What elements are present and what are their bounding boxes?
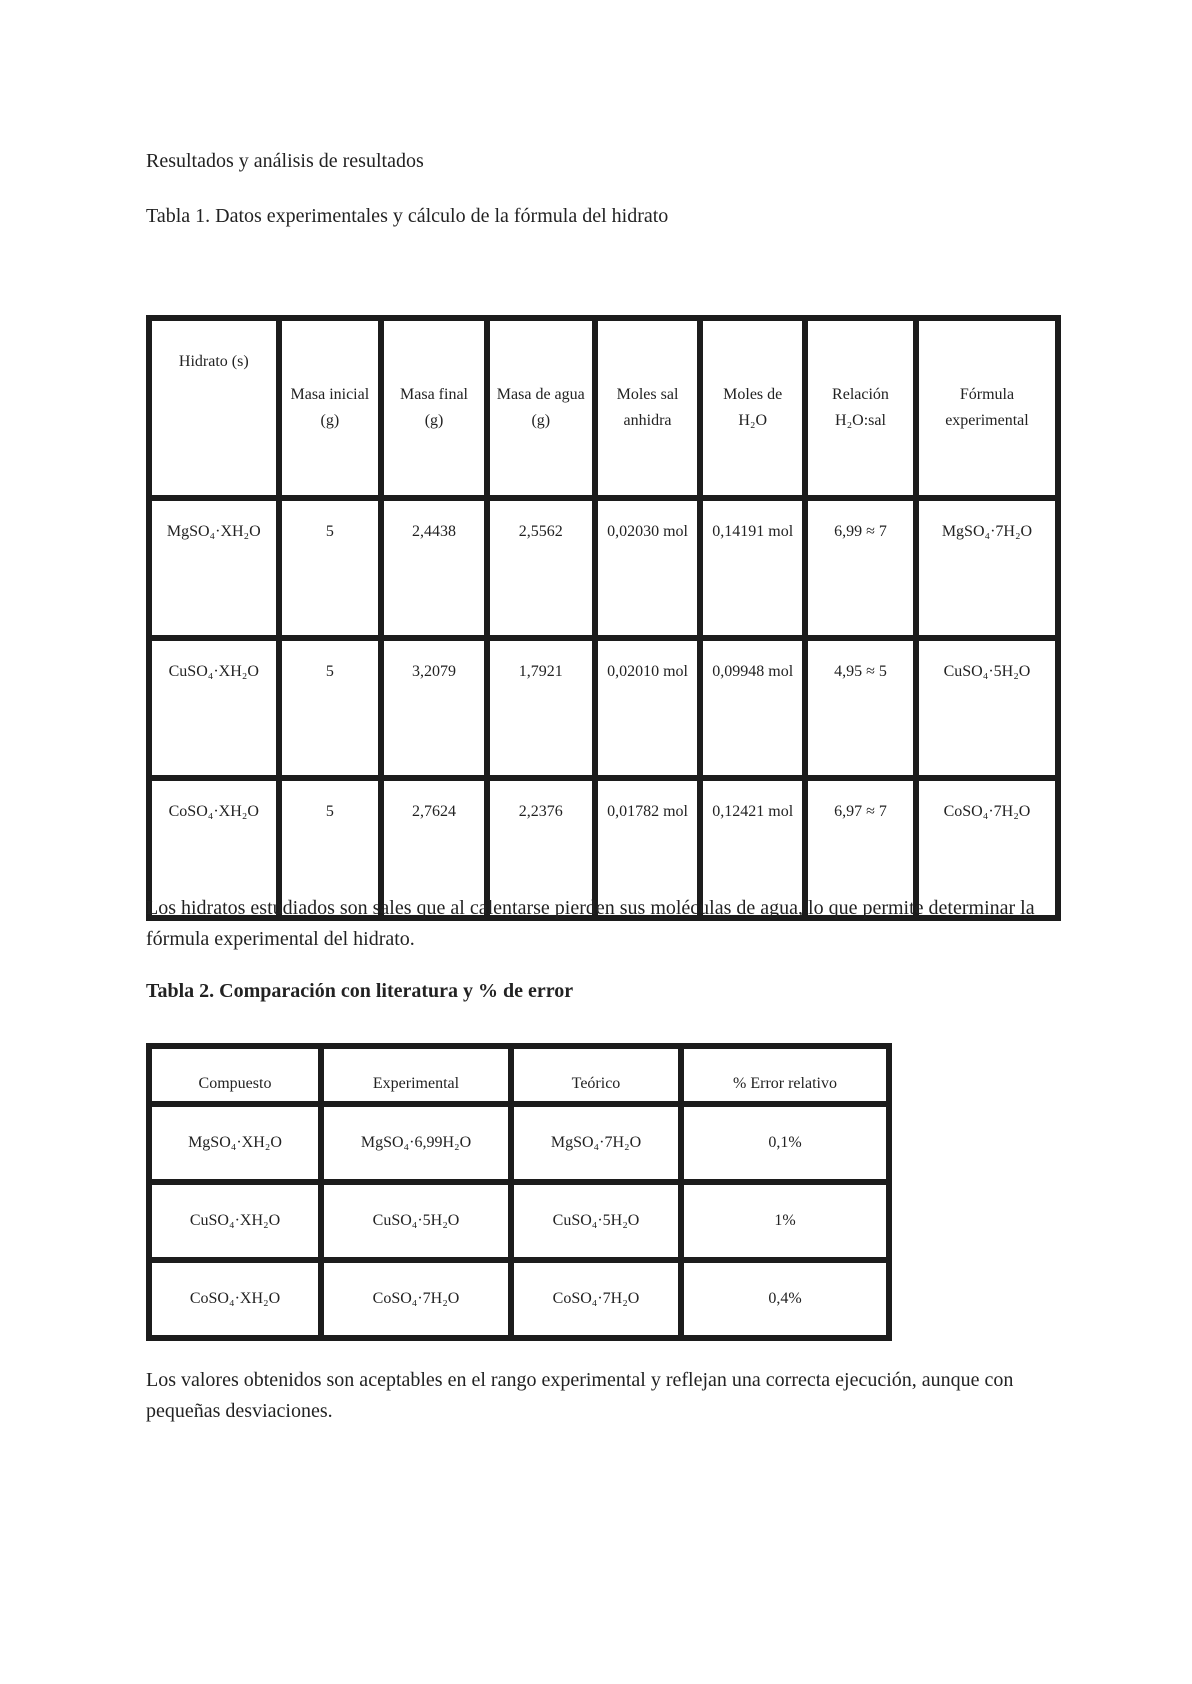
table-cell: 4,95 ≈ 5 xyxy=(805,638,916,778)
table-cell: CoSO₄·XH₂O xyxy=(149,778,279,918)
table-row xyxy=(149,498,1058,638)
table-cell: 5 xyxy=(279,638,382,778)
table-cell: 0,01782 mol xyxy=(595,778,701,918)
table-cell: MgSO₄·6,99H₂O xyxy=(321,1104,511,1182)
table-row xyxy=(149,638,1058,778)
table-cell: CuSO₄·5H₂O xyxy=(511,1182,681,1260)
header-cell: % Error relativo xyxy=(681,1046,889,1104)
table-cell: MgSO₄·XH₂O xyxy=(149,498,279,638)
header-cell: Masa final (g) xyxy=(381,318,487,498)
table-row xyxy=(149,1104,889,1182)
table-cell: 0,12421 mol xyxy=(700,778,805,918)
header-cell: Compuesto xyxy=(149,1046,321,1104)
table-cell: 3,2079 xyxy=(381,638,487,778)
table-cell: CoSO₄·7H₂O xyxy=(916,778,1058,918)
table-comparison xyxy=(146,1043,892,1341)
section-heading: Resultados y análisis de resultados xyxy=(146,150,424,172)
header-cell: Masa de agua (g) xyxy=(487,318,595,498)
table-cell: CuSO₄·5H₂O xyxy=(916,638,1058,778)
table-header-row xyxy=(149,318,1058,498)
table-cell: MgSO₄·7H₂O xyxy=(511,1104,681,1182)
table-cell: CoSO₄·XH₂O xyxy=(149,1260,321,1338)
table-cell: 5 xyxy=(279,778,382,918)
header-cell: Moles sal anhidra xyxy=(595,318,701,498)
table-cell: 2,5562 xyxy=(487,498,595,638)
table-cell: 2,7624 xyxy=(381,778,487,918)
table-row xyxy=(149,1182,889,1260)
table-cell: 0,02030 mol xyxy=(595,498,701,638)
header-cell: Teórico xyxy=(511,1046,681,1104)
header-cell: Fórmula experimental xyxy=(916,318,1058,498)
header-cell: Relación H₂O:sal xyxy=(805,318,916,498)
table-cell: MgSO₄·7H₂O xyxy=(916,498,1058,638)
table-cell: MgSO₄·XH₂O xyxy=(149,1104,321,1182)
table-cell: 0,02010 mol xyxy=(595,638,701,778)
table-row xyxy=(149,1260,889,1338)
table-cell: 0,09948 mol xyxy=(700,638,805,778)
table-cell: CuSO₄·5H₂O xyxy=(321,1182,511,1260)
table-cell: CuSO₄·XH₂O xyxy=(149,1182,321,1260)
table-cell: 1% xyxy=(681,1182,889,1260)
table-cell: CoSO₄·7H₂O xyxy=(321,1260,511,1338)
table-cell: 6,97 ≈ 7 xyxy=(805,778,916,918)
table-cell: 2,2376 xyxy=(487,778,595,918)
table-cell: 1,7921 xyxy=(487,638,595,778)
table-hydrate-data xyxy=(146,315,1061,921)
table-cell: 2,4438 xyxy=(381,498,487,638)
table-cell: 0,14191 mol xyxy=(700,498,805,638)
table-cell: 6,99 ≈ 7 xyxy=(805,498,916,638)
table-header-row xyxy=(149,1046,889,1104)
table-cell: 0,1% xyxy=(681,1104,889,1182)
table-cell: 0,4% xyxy=(681,1260,889,1338)
header-cell: Experimental xyxy=(321,1046,511,1104)
table1-caption: Tabla 1. Datos experimentales y cálculo de la fórmula del hidrato xyxy=(146,205,669,227)
table-cell: CoSO₄·7H₂O xyxy=(511,1260,681,1338)
header-cell: Masa inicial (g) xyxy=(279,318,382,498)
table-cell: CuSO₄·XH₂O xyxy=(149,638,279,778)
table-cell: 5 xyxy=(279,498,382,638)
table2-caption: Tabla 2. Comparación con literatura y % de error xyxy=(146,980,574,1002)
header-cell: Hidrato (s) xyxy=(149,318,279,498)
conclusion-paragraph: Los valores obtenidos son aceptables en el rango experimental y reflejan una correcta ejecución, aunque con pequeñas desviaciones. xyxy=(146,1369,1014,1422)
header-cell: Moles de H₂O xyxy=(700,318,805,498)
analysis-paragraph: Los hidratos estudiados son sales que al calentarse pierden sus moléculas de agua, lo que permite determinar la fórmula experimental del hidrato. xyxy=(146,897,1035,950)
